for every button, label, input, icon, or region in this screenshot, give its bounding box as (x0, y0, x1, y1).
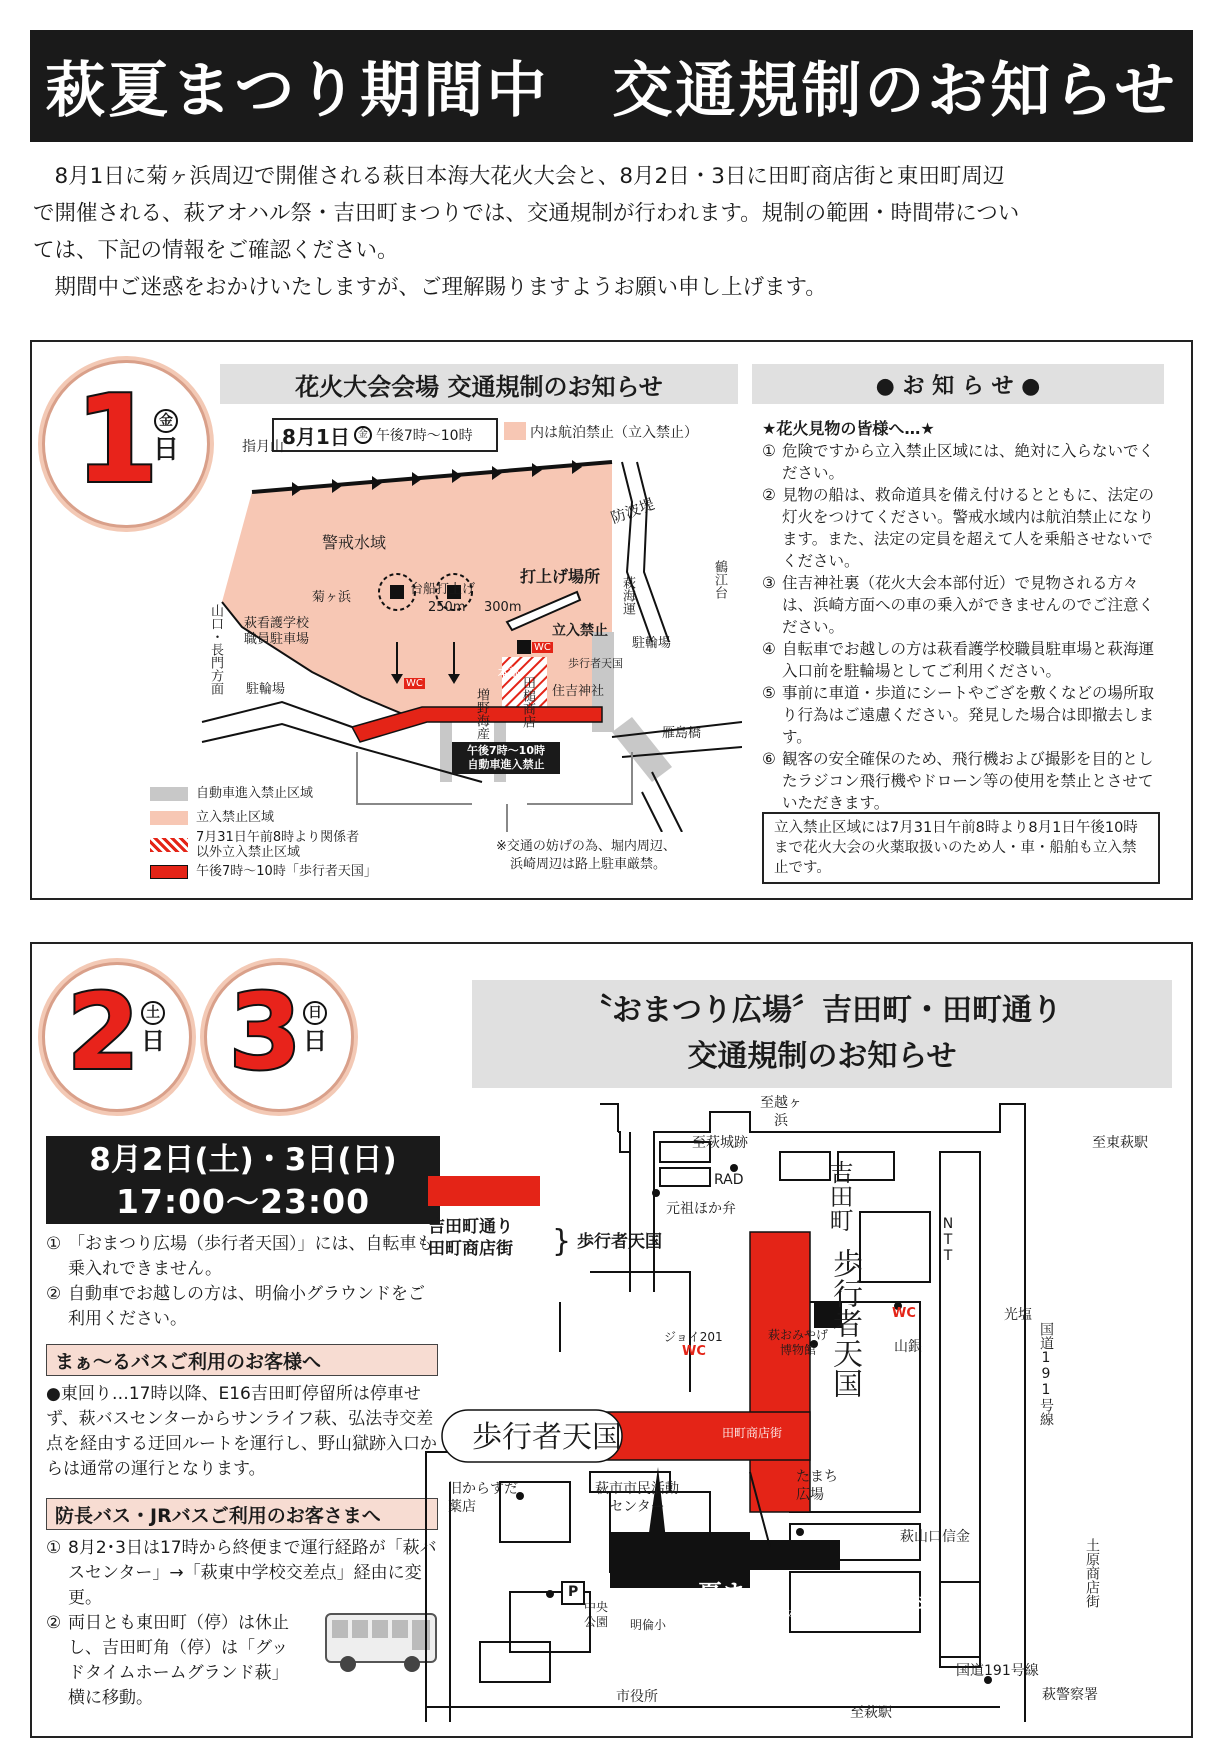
label-wc-2: WC (406, 678, 423, 689)
label-hokousha-h: 歩行者天国 (472, 1420, 622, 1455)
label-nurse-2: 職員駐車場 (244, 632, 310, 647)
notice-title: ● お 知 ら せ ● (752, 364, 1164, 404)
label-300m: 300m (484, 600, 522, 615)
label-hagikaiun: 萩海運 (620, 576, 635, 615)
legend-red-label: 吉田町通り 田町商店街 (428, 1217, 513, 1259)
notice-item: ⑤ 事前に車道・歩道にシートやござを敷くなどの場所取り行為はご遠慮ください。発見した場合は即撤去します。 (762, 684, 1155, 746)
notice-item: ⑥ 観客の安全確保のため、飛行機および撮影を目的としたラジコン飛行機やドローン等の使用を禁止とさせていただきます。 (762, 750, 1154, 812)
legend-pink-swatch (504, 422, 526, 440)
festival-notes: ① 「おまつり広場（歩行者天国）」には、自転車も乗入れできません。 ② 自動車でお越しの方は、明倫小グラウンドをご利用ください。 (46, 1234, 434, 1329)
label-meirin: 明倫小 (630, 1618, 667, 1632)
label-tamachi: 田町商店街 (722, 1426, 783, 1440)
label-churinjo-left: 駐輪場 (246, 682, 286, 697)
label-stage: ステージ (868, 1593, 932, 1612)
label-tamachi-hiroba: たまち広場 (796, 1469, 838, 1503)
label-tsurueidai: 鶴江台 (712, 560, 727, 599)
intro-line-4: 期間中ご迷惑をおかけいたしますが、ご理解賜りますようお願い申し上げます。 (33, 275, 827, 300)
label-wc-v: WC (892, 1306, 916, 1321)
intro-line-3: ては、下記の情報をご確認ください。 (33, 238, 399, 263)
label-yamaguchi: 山口・長門方面 (208, 604, 223, 695)
date-badge-3 (204, 962, 354, 1112)
label-uchiage: 打上げ場所 (520, 567, 601, 586)
notice-list (762, 440, 1160, 814)
legend-pink-label: 内は航泊禁止（立入禁止） (530, 425, 698, 441)
label-shigetsuzan: 指月山 (242, 439, 284, 455)
label-rad: RAD (714, 1172, 744, 1188)
label-ganso: 元祖ほか弁 (666, 1201, 736, 1217)
intro-line-1: 8月1日に菊ヶ浜周辺で開催される萩日本海大花火大会と、8月2日・3日に田町商店街と東田町周辺 (33, 164, 1005, 189)
label-wc-1: WC (534, 642, 551, 653)
label-kokudo-v: 国道191号線 (1038, 1322, 1054, 1426)
label-churinjo-right: 駐輪場 (632, 636, 672, 651)
label-ganjima: 雁島橋 (662, 726, 702, 741)
label-daisen: 台船打上げ (410, 582, 476, 597)
label-katsudo: 萩市市民活動センター (595, 1481, 679, 1515)
bus-heading: まぁ〜るバスご利用のお客様へ (46, 1344, 438, 1376)
badge-number-3: 3 (229, 971, 302, 1093)
label-keisatsu: 萩警察署 (1042, 1687, 1098, 1703)
label-omiyage: 萩おみやげ博物館 (768, 1328, 829, 1357)
label-hagieki: 至萩駅 (850, 1705, 892, 1721)
label-hokousha-v: 歩行者天国 (827, 1248, 862, 1398)
intro-text (33, 158, 1193, 306)
label-honbu: 夏まつり本部 (698, 1580, 842, 1608)
label-keikai: 警戒水域 (322, 533, 387, 552)
label-tachiiri: 立入禁止 (552, 623, 608, 639)
label-karasuda: 旧からすだ薬店 (448, 1481, 518, 1515)
label-wc-h: WC (682, 1344, 706, 1359)
label-kokudo-h: 国道191号線 (956, 1663, 1039, 1679)
label-koshigahama: 至越ヶ浜 (760, 1095, 802, 1129)
label-p: P (568, 1584, 579, 1600)
notice-item: ④ 自転車でお越しの方は萩看護学校職員駐車場と萩海運入口前を駐輪場としてご利用ください。 (762, 640, 1155, 680)
festival-date: 8月2日(土)・3日(日) 17:00〜23:00 (46, 1136, 440, 1224)
badge-weekday-2: 土 日 (141, 1001, 165, 1053)
notice-item: ① 危険ですから立入禁止区域には、絶対に入らないでください。 (762, 442, 1155, 482)
notice-box: 立入禁止区域には7月31日午前8時より8月1日午後10時まで花火大会の火薬取扱いのため人・車・船舶も立入禁止です。 (762, 812, 1160, 884)
label-tsuchihara: 土原商店街 (1084, 1538, 1100, 1608)
fireworks-date: 8月1日 金 午後7時〜10時 (272, 418, 498, 452)
label-chuo: 中央公園 (584, 1600, 609, 1629)
section-fireworks (30, 340, 1193, 900)
map-legend: 自動車進入禁止区域 立入禁止区域 7月31日午前8時より関係者以外立入禁止区域 午後7時〜10時「歩行者天国」 (150, 782, 377, 884)
label-higashihagi: 至東萩駅 (1092, 1135, 1148, 1151)
label-masuno: 増野海産 (474, 688, 489, 740)
label-kikugahama: 菊ヶ浜 (312, 590, 352, 605)
label-keibi: 警備本部 (758, 1607, 814, 1623)
label-yoshidacho: 吉田町 (825, 1160, 853, 1232)
notice-subtitle: ★花火見物の皆様へ…★ (762, 419, 935, 438)
label-250m: 250m (428, 600, 466, 615)
intro-line-2: で開催される、萩アオハル祭・吉田町まつりでは、交通規制が行われます。規制の範囲・時間帯につい (33, 201, 1020, 226)
label-ntt: NTT (940, 1216, 956, 1264)
page-title: 萩夏まつり期間中 交通規制のお知らせ (30, 30, 1193, 142)
badge-weekday-3: 日 日 (303, 1001, 327, 1053)
bus-text: ●東回り…17時以降、E16吉田町停留所は停車せず、萩バスセンターからサンライフ萩、弘法寺交差点を経由する迂回ルートを運行し、野山獄跡入口からは通常の運行となります。 (46, 1384, 437, 1479)
vehicle-ban-box: 午後7時〜10時 自動車進入禁止 (452, 742, 560, 774)
map-note: ※交通の妨げの為、堀内周辺、 浜崎周辺は路上駐車厳禁。 (496, 839, 676, 872)
jr-heading: 防長バス・JRバスご利用のお客さまへ (46, 1498, 438, 1530)
notice-item: ② 見物の船は、救命道具を備え付けるとともに、法定の灯火をつけてください。警戒水域内は航泊禁止になります。また、法定の定員を超えて人を乗船させないでください。 (762, 486, 1155, 570)
label-yamaguchi-shinkin: 萩山口信金 (900, 1529, 970, 1545)
label-shiyakusho: 市役所 (616, 1689, 658, 1705)
label-kosen: 光塩 (1004, 1307, 1032, 1323)
map-title: 花火大会会場 交通規制のお知らせ (220, 364, 738, 404)
section-festival (30, 942, 1193, 1738)
label-joy: ジョイ201 (664, 1330, 723, 1344)
label-tahi: 田槌商店 (520, 676, 535, 728)
label-bohatei: 防波堤 (608, 494, 657, 528)
label-sumiyoshi: 住吉神社 (552, 684, 605, 699)
label-yamagin: 山銀 (894, 1339, 922, 1355)
badge-number-2: 2 (67, 971, 140, 1093)
label-hagijo: 至萩城跡 (692, 1135, 748, 1151)
label-hokousha-map: 歩行者天国 (568, 657, 623, 670)
label-honbu: 本部 (498, 666, 520, 679)
notice-item: ③ 住吉神社裏（花火大会本部付近）で見物される方々は、浜崎方面への車の乗入ができませんのでご注意ください。 (762, 574, 1155, 636)
badge-weekday: 金 日 (153, 409, 179, 463)
festival-title: 〝おまつり広場〞吉田町・田町通り 交通規制のお知らせ (472, 980, 1172, 1088)
label-nurse: 萩看護学校 (244, 616, 310, 631)
badge-number: 1 (75, 371, 159, 510)
jr-notes: ① 8月2･3日は17時から終便まで運行経路が「萩バスセンター」→「萩東中学校交差点」経由に変更。 ② 両日とも東田町（停）は休止し、吉田町角（停）は「グッドタイムホームグランド萩」横に移動。 (46, 1538, 437, 1708)
date-badge-2 (42, 962, 192, 1112)
legend-red-value: } 歩行者天国 (552, 1224, 663, 1259)
